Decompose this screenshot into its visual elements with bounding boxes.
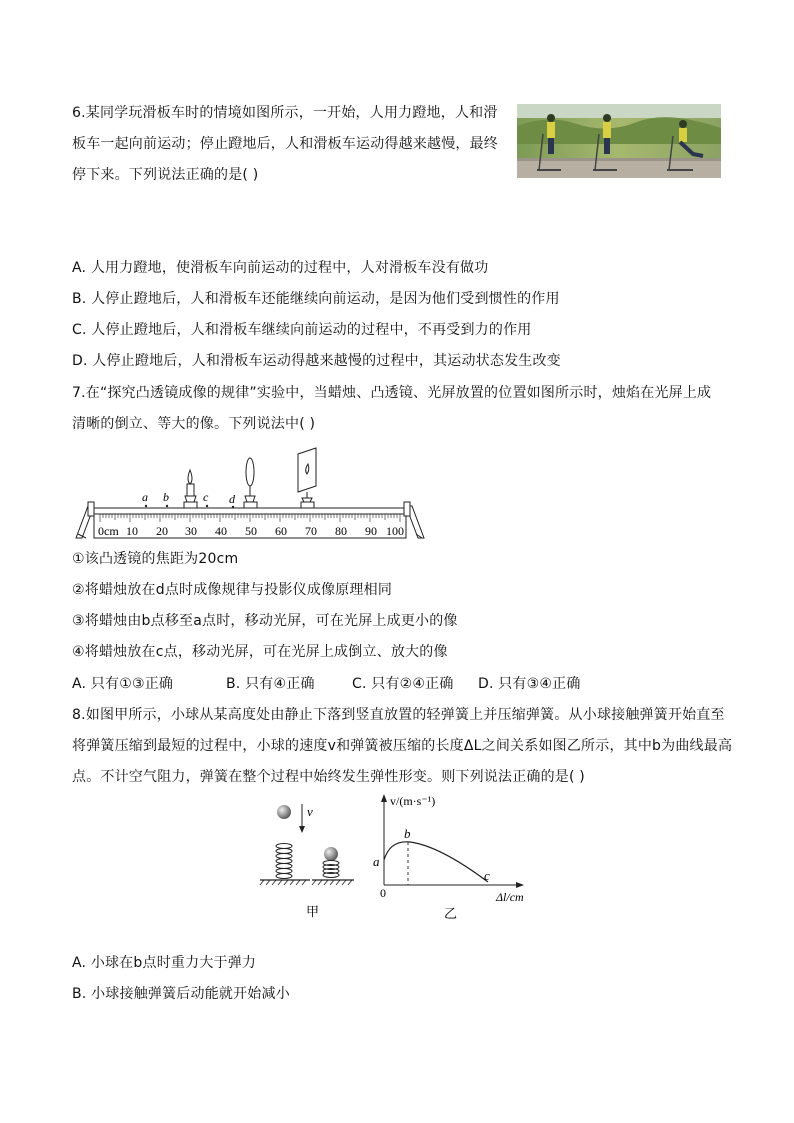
scale-label-100: 100 [386, 524, 404, 538]
q8-stem-line-1: 8.如图甲所示，小球从某高度处由静止下落到竖直放置的轻弹簧上并压缩弹簧。从小球接触弹簧开始直至 [72, 707, 725, 723]
spring-right [323, 861, 339, 878]
light-screen [298, 448, 316, 508]
q7-choice-a: A. 只有①③正确 [72, 676, 174, 692]
q7-statement-2: ②将蜡烛放在d点时成像规律与投影仪成像原理相同 [72, 582, 393, 598]
v-label: v [307, 804, 313, 819]
q7-statement-3: ③将蜡烛由b点移至a点时，移动光屏，可在光屏上成更小的像 [72, 613, 458, 629]
q6-stem-line-2: 板车一起向前运动；停止蹬地后，人和滑板车运动得越来越慢，最终 [72, 136, 498, 152]
q6-option-d: D. 人停止蹬地后，人和滑板车运动得越来越慢的过程中，其运动状态发生改变 [72, 353, 561, 369]
q8-stem-line-2: 将弹簧压缩到最短的过程中，小球的速度v和弹簧被压缩的长度ΔL之间关系如图乙所示，其中b为曲线最高 [72, 738, 733, 754]
q6-option-b: B. 人停止蹬地后，人和滑板车还能继续向前运动，是因为他们受到惯性的作用 [72, 291, 560, 307]
convex-lens [244, 458, 257, 508]
q7-choice-d: D. 只有③④正确 [478, 676, 581, 692]
q6-option-a: A. 人用力蹬地，使滑板车向前运动的过程中，人对滑板车没有做功 [72, 260, 489, 276]
q7-choice-c: C. 只有②④正确 [352, 676, 454, 692]
point-b: b [163, 490, 169, 504]
q8-figure [250, 790, 550, 922]
origin-label: 0 [380, 886, 386, 900]
y-axis-label: v/(m·s⁻¹) [390, 794, 436, 808]
point-d: d [229, 492, 235, 506]
point-c-label: c [484, 868, 490, 883]
scale-label-0: 0cm [98, 524, 119, 538]
scale-label-10: 10 [126, 524, 138, 538]
scale-label-20: 20 [156, 524, 168, 538]
v-curve [384, 842, 488, 882]
scooter-photo [517, 104, 721, 178]
q7-statement-1: ①该凸透镜的焦距为20cm [72, 551, 239, 567]
q6-stem-line-1: 6.某同学玩滑板车时的情境如图所示，一开始，人用力蹬地，人和滑 [72, 105, 498, 121]
falling-ball [277, 805, 291, 819]
scale-label-80: 80 [335, 524, 347, 538]
candle [184, 470, 197, 508]
caption-yi: 乙 [444, 907, 458, 922]
q6-stem-line-3: 停下来。下列说法正确的是( ) [72, 167, 259, 183]
point-c: c [203, 490, 209, 504]
q7-stem-line-2: 清晰的倒立、等大的像。下列说法中( ) [72, 416, 316, 432]
point-a: a [142, 490, 148, 504]
scale-label-40: 40 [215, 524, 227, 538]
scale-label-50: 50 [245, 524, 257, 538]
scale-label-60: 60 [275, 524, 287, 538]
spring-left [276, 844, 292, 879]
point-a-label: a [373, 854, 380, 869]
q8-option-b: B. 小球接触弹簧后动能就开始减小 [72, 986, 290, 1002]
q8-option-a: A. 小球在b点时重力大于弹力 [72, 955, 257, 971]
x-axis-label: Δl/cm [496, 890, 524, 904]
caption-jia: 甲 [306, 905, 320, 920]
scale-label-70: 70 [305, 524, 317, 538]
ball-on-spring [324, 847, 338, 861]
q8-stem-line-3: 点。不计空气阻力，弹簧在整个过程中始终发生弹性形变。则下列说法正确的是( ) [72, 769, 585, 785]
point-b-label: b [404, 826, 411, 841]
q7-statement-4: ④将蜡烛放在c点，移动光屏，可在光屏上成倒立、放大的像 [72, 644, 448, 660]
q7-choice-b: B. 只有④正确 [226, 676, 315, 692]
q6-option-c: C. 人停止蹬地后，人和滑板车继续向前运动的过程中，不再受到力的作用 [72, 322, 532, 338]
optical-bench-figure [72, 446, 432, 544]
scale-label-30: 30 [185, 524, 197, 538]
q7-stem-line-1: 7.在“探究凸透镜成像的规律”实验中，当蜡烛、凸透镜、光屏放置的位置如图所示时，烛焰在光屏上成 [72, 385, 712, 401]
scale-label-90: 90 [365, 524, 377, 538]
